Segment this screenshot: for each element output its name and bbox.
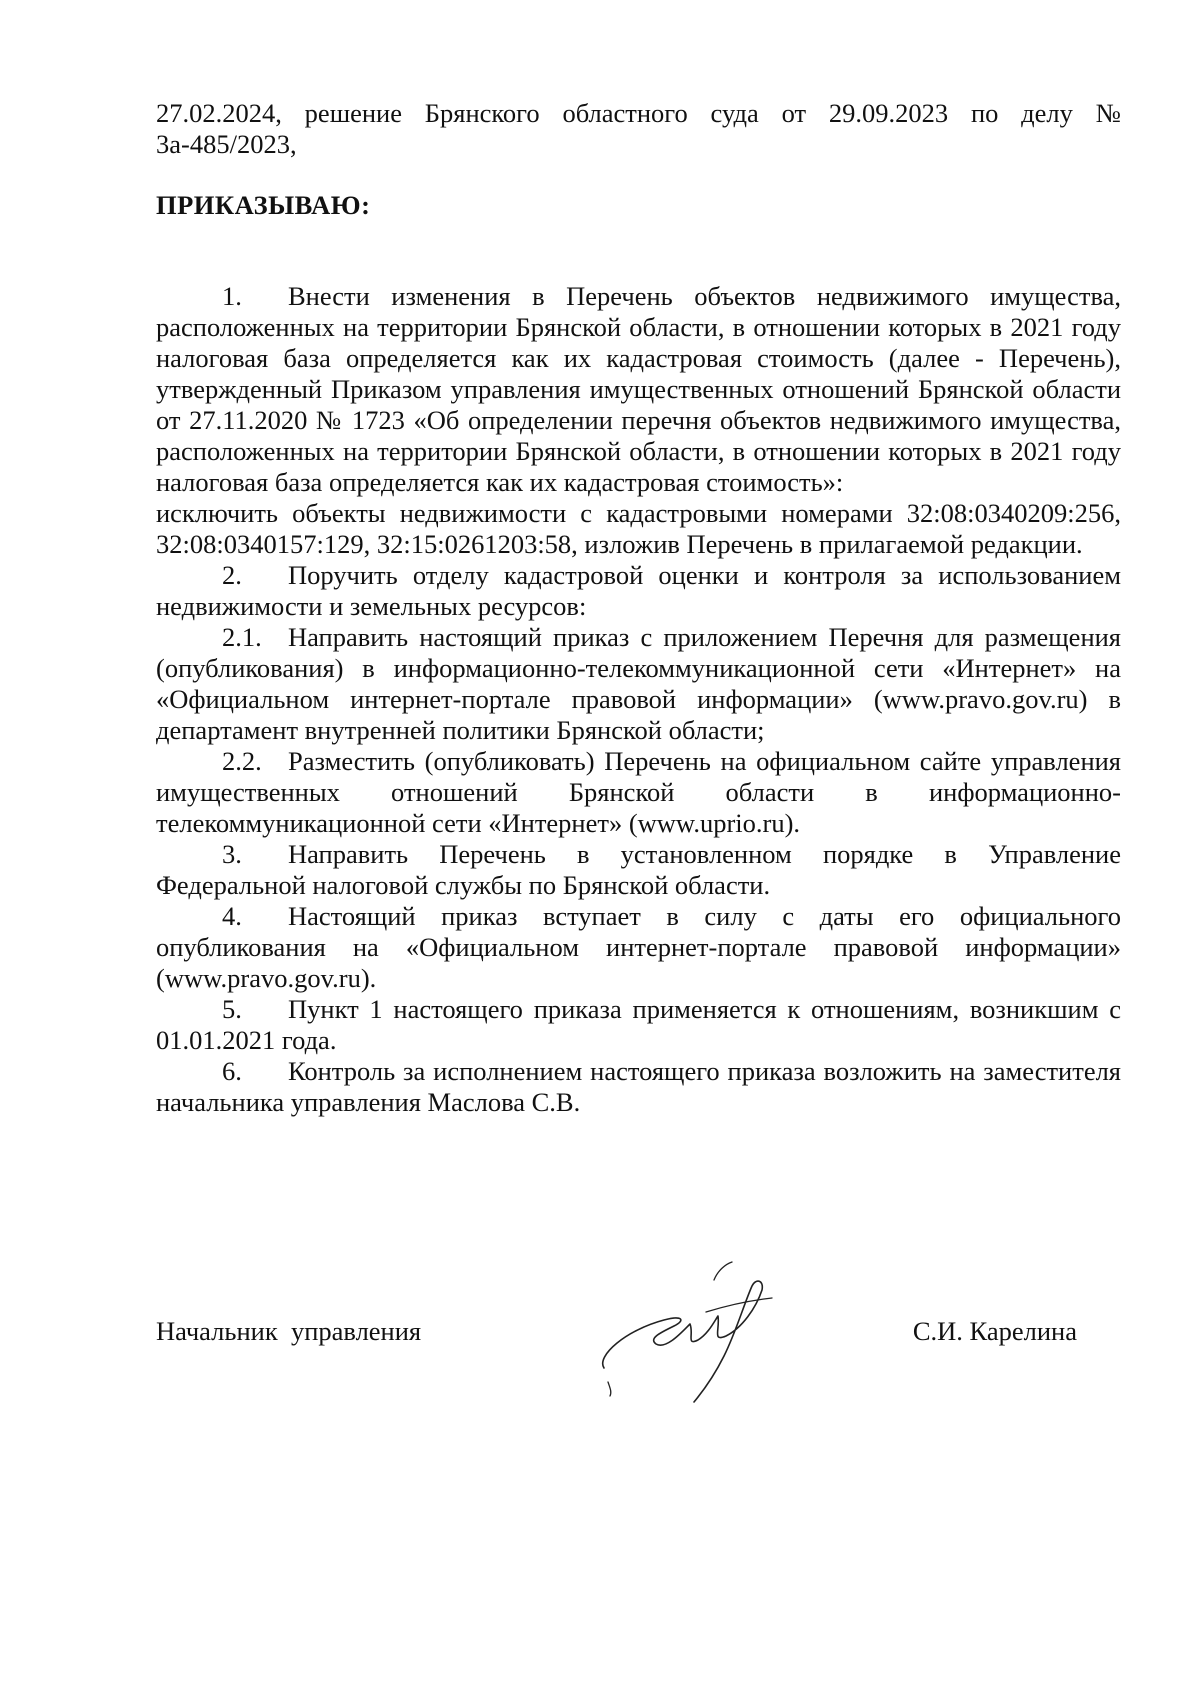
item-4-number: 4. — [222, 901, 242, 931]
item-5-text: Пункт 1 настоящего приказа применяется к отношениям, возникшим с 01.01.2021 года. — [156, 994, 1121, 1055]
handwritten-signature — [586, 1260, 786, 1410]
item-2 — [156, 560, 1121, 622]
item-3 — [156, 839, 1121, 901]
item-5 — [156, 994, 1121, 1056]
item-1 — [156, 281, 1121, 498]
item-5-number: 5. — [222, 994, 242, 1024]
item-6 — [156, 1056, 1121, 1118]
order-heading: ПРИКАЗЫВАЮ: — [156, 190, 371, 220]
item-4-text: Настоящий приказ вступает в силу с даты его официального опубликования на «Официальном интернет-портале правовой информации» (www.pravo.gov.ru). — [156, 901, 1121, 993]
signatory-name: С.И. Карелина — [912, 1316, 1077, 1346]
item-2-1-number: 2.1. — [222, 622, 262, 652]
document-body — [156, 98, 1121, 1118]
item-2-1-text: Направить настоящий приказ с приложением Перечня для размещения (опубликования) в информационно-телекоммуникационной сети «Интернет» на «Официальном интернет-портале правовой информации» (www.pravo.gov.ru) в департамент внутренней политики Брянской области; — [156, 622, 1121, 745]
item-6-text: Контроль за исполнением настоящего приказа возложить на заместителя начальника управления Маслова С.В. — [156, 1056, 1121, 1117]
item-1-text: Внести изменения в Перечень объектов недвижимого имущества, расположенных на территории Брянской области, в отношении которых в 2021 году налоговая база определяется как их кадастровая стоимость (далее - Перечень), утвержденный Приказом управления имущественных отношений Брянской области от 27.11.2020 № 1723 «Об определении перечня объектов недвижимого имущества, расположенных на территории Брянской области, в отношении которых в 2021 году налоговая база определяется как их кадастровая стоимость»: — [156, 281, 1121, 497]
item-3-number: 3. — [222, 839, 242, 869]
item-6-number: 6. — [222, 1056, 242, 1086]
item-1-number: 1. — [222, 281, 242, 311]
item-2-1 — [156, 622, 1121, 746]
exclusion-paragraph: исключить объекты недвижимости с кадастровыми номерами 32:08:0340209:256, 32:08:0340157:129, 32:15:0261203:58, изложив Перечень в прилагаемой редакции. — [156, 498, 1121, 559]
item-2-2-number: 2.2. — [222, 746, 262, 776]
item-2-text: Поручить отделу кадастровой оценки и контроля за использованием недвижимости и земельных ресурсов: — [156, 560, 1121, 621]
signature-block — [156, 1300, 1121, 1420]
item-2-number: 2. — [222, 560, 242, 590]
intro-paragraph: 27.02.2024, решение Брянского областного суда от 29.09.2023 по делу № 3а-485/2023, — [156, 98, 1121, 159]
item-4 — [156, 901, 1121, 994]
item-2-2-text: Разместить (опубликовать) Перечень на официальном сайте управления имущественных отношений Брянской области в информационно-телекоммуникационной сети «Интернет» (www.uprio.ru). — [156, 746, 1121, 838]
signatory-position: Начальник управления — [156, 1316, 422, 1346]
item-2-2 — [156, 746, 1121, 839]
item-3-text: Направить Перечень в установленном порядке в Управление Федеральной налоговой службы по Брянской области. — [156, 839, 1121, 900]
